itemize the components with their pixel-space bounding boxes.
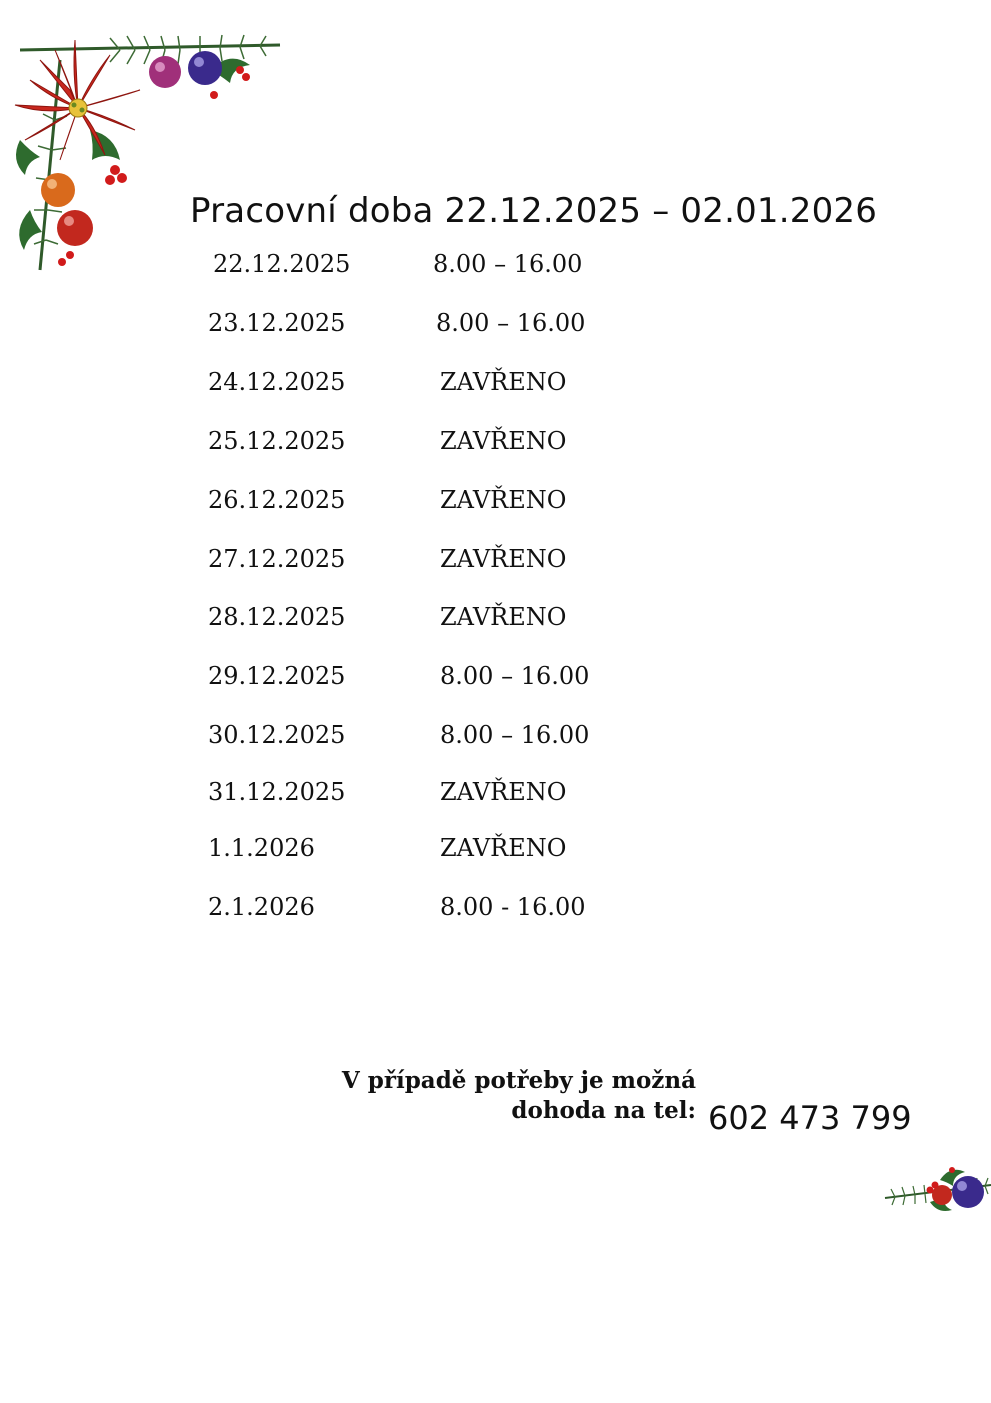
schedule-date: 27.12.2025	[208, 545, 346, 573]
christmas-ornament-branch-icon	[880, 1140, 991, 1230]
schedule-hours: 8.00 – 16.00	[440, 721, 590, 749]
schedule-date: 2.1.2026	[208, 893, 315, 921]
schedule-hours: 8.00 - 16.00	[440, 893, 586, 921]
schedule-date: 22.12.2025	[213, 250, 351, 278]
schedule-row	[208, 778, 808, 808]
schedule-row	[208, 893, 808, 923]
schedule-date: 25.12.2025	[208, 427, 346, 455]
schedule-date: 31.12.2025	[208, 778, 346, 806]
schedule-row	[208, 721, 808, 751]
schedule-date: 30.12.2025	[208, 721, 346, 749]
schedule-row	[213, 250, 813, 280]
schedule-row	[208, 662, 808, 692]
schedule-hours: ZAVŘENO	[440, 834, 567, 862]
contact-note	[342, 1066, 696, 1126]
schedule-hours: ZAVŘENO	[440, 603, 567, 631]
schedule-date: 28.12.2025	[208, 603, 346, 631]
schedule-hours: ZAVŘENO	[440, 778, 567, 806]
schedule-row	[208, 309, 808, 339]
schedule-date: 23.12.2025	[208, 309, 346, 337]
schedule-hours: 8.00 – 16.00	[440, 662, 590, 690]
contact-note-line2: dohoda na tel:	[511, 1097, 696, 1124]
schedule-row	[208, 486, 808, 516]
schedule-date: 29.12.2025	[208, 662, 346, 690]
schedule-hours: ZAVŘENO	[440, 427, 567, 455]
schedule-date: 26.12.2025	[208, 486, 346, 514]
schedule-date: 24.12.2025	[208, 368, 346, 396]
schedule-hours: 8.00 – 16.00	[436, 309, 586, 337]
schedule-date: 1.1.2026	[208, 834, 315, 862]
schedule-row	[208, 545, 808, 575]
schedule-hours: ZAVŘENO	[440, 486, 567, 514]
page-title: Pracovní doba 22.12.2025 – 02.01.2026	[190, 190, 878, 231]
phone-number: 602 473 799	[708, 1099, 912, 1137]
contact-note-line1: V případě potřeby je možná	[341, 1067, 696, 1094]
schedule-row	[208, 368, 808, 398]
schedule-hours: 8.00 – 16.00	[433, 250, 583, 278]
schedule-row	[208, 603, 808, 633]
schedule-hours: ZAVŘENO	[440, 545, 567, 573]
schedule-row	[208, 834, 808, 864]
schedule-row	[208, 427, 808, 457]
schedule-hours: ZAVŘENO	[440, 368, 567, 396]
